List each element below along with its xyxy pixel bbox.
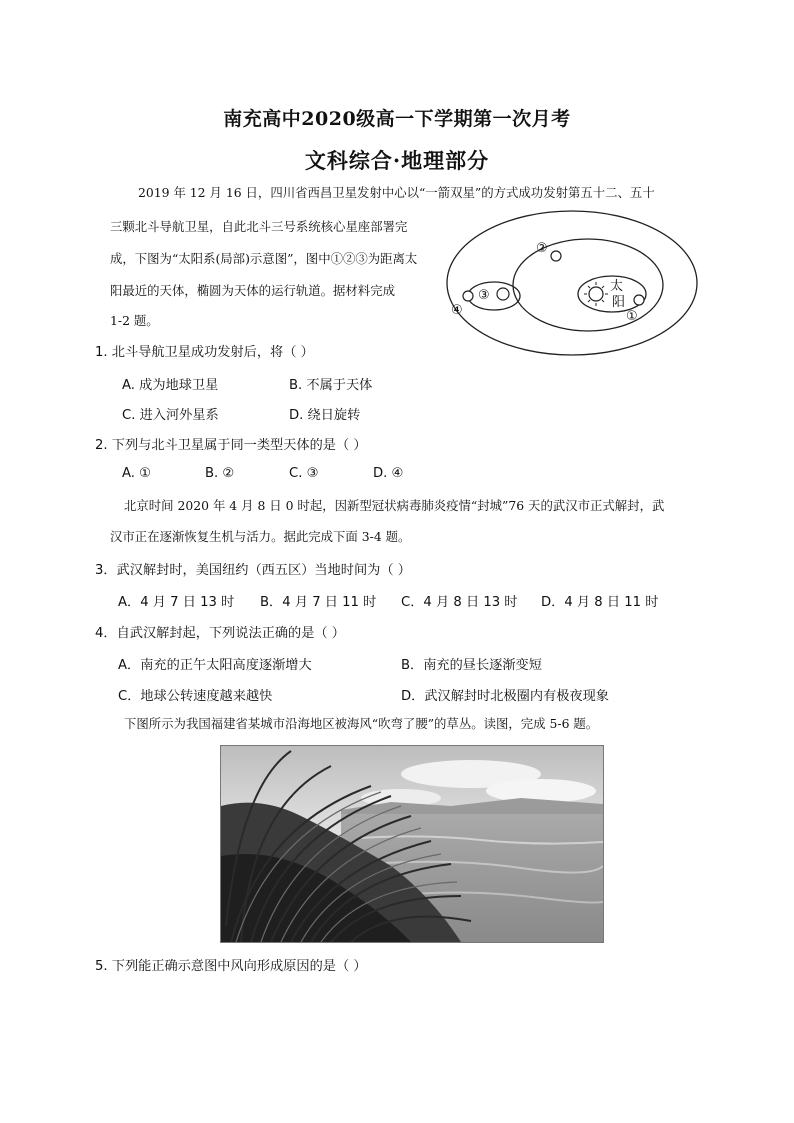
q3-stem: 3．武汉解封时，美国纽约（西五区）当地时间为（ ） [95, 563, 411, 578]
marker-4: ④ [451, 303, 463, 318]
q1-option-d: D. 绕日旋转 [289, 408, 361, 423]
q4-option-d: D．武汉解封时北极圈内有极夜现象 [401, 689, 609, 704]
small-orbit [468, 282, 520, 310]
passage1-line1: 2019 年 12 月 16 日，四川省西昌卫星发射中心以“一箭双星”的方式成功发射第五十二、五十 [138, 185, 655, 200]
wind-bent-grass-photo [220, 745, 604, 943]
passage2-line2: 汉市正在逐渐恢复生机与活力。据此完成下面 3-4 题。 [110, 529, 411, 544]
q5-stem: 5. 下列能正确示意图中风向形成原因的是（ ） [95, 959, 367, 974]
marker-3: ③ [478, 288, 490, 303]
q1-option-c: C. 进入河外星系 [122, 408, 219, 423]
q2-option-d: D. ④ [373, 466, 404, 481]
page-title: 南充高中2020级高一下学期第一次月考 [223, 108, 571, 130]
q4-stem: 4．自武汉解封起，下列说法正确的是（ ） [95, 626, 345, 641]
q3-option-a: A．4 月 7 日 13 时 [118, 595, 235, 610]
q4-option-c: C．地球公转速度越来越快 [118, 689, 273, 704]
q1-stem: 1. 北斗导航卫星成功发射后，将（ ） [95, 345, 314, 360]
q3-option-d: D．4 月 8 日 11 时 [541, 595, 659, 610]
q1-option-a: A. 成为地球卫星 [122, 378, 219, 393]
q2-option-a: A. ① [122, 466, 151, 481]
marker-2: ② [536, 241, 548, 256]
body-4 [463, 291, 473, 301]
page-subtitle: 文科综合·地理部分 [304, 148, 490, 173]
sun-label-1: 太 [610, 279, 624, 294]
marker-1: ① [626, 309, 638, 324]
planet-2 [551, 251, 561, 261]
q1-option-b: B. 不属于天体 [289, 378, 373, 393]
passage1-line5: 1-2 题。 [110, 313, 159, 328]
planet-3 [497, 288, 509, 300]
q2-stem: 2. 下列与北斗卫星属于同一类型天体的是（ ） [95, 438, 367, 453]
q4-option-a: A．南充的正午太阳高度逐渐增大 [118, 658, 312, 673]
solar-system-diagram [440, 208, 700, 358]
passage1-line3: 成，下图为“太阳系(局部)示意图”，图中①②③为距离太 [110, 251, 418, 266]
passage1-line2: 三颗北斗导航卫星，自此北斗三号系统核心星座部署完 [110, 219, 408, 234]
sun-label-2: 阳 [612, 295, 626, 310]
passage1-line4: 阳最近的天体，椭圆为天体的运行轨道。据材料完成 [110, 283, 395, 298]
q2-option-c: C. ③ [289, 466, 319, 481]
q2-option-b: B. ② [205, 466, 235, 481]
passage3-line1: 下图所示为我国福建省某城市沿海地区被海风“吹弯了腰”的草丛。读图，完成 5-6 题。 [124, 716, 599, 731]
q3-option-b: B．4 月 7 日 11 时 [260, 595, 377, 610]
planet-1 [634, 295, 644, 305]
sun-icon [584, 282, 608, 306]
q3-option-c: C．4 月 8 日 13 时 [401, 595, 518, 610]
q4-option-b: B．南充的昼长逐渐变短 [401, 658, 542, 673]
passage2-line1: 北京时间 2020 年 4 月 8 日 0 时起，因新型冠状病毒肺炎疫情“封城”76 天的武汉市正式解封，武 [124, 498, 665, 513]
